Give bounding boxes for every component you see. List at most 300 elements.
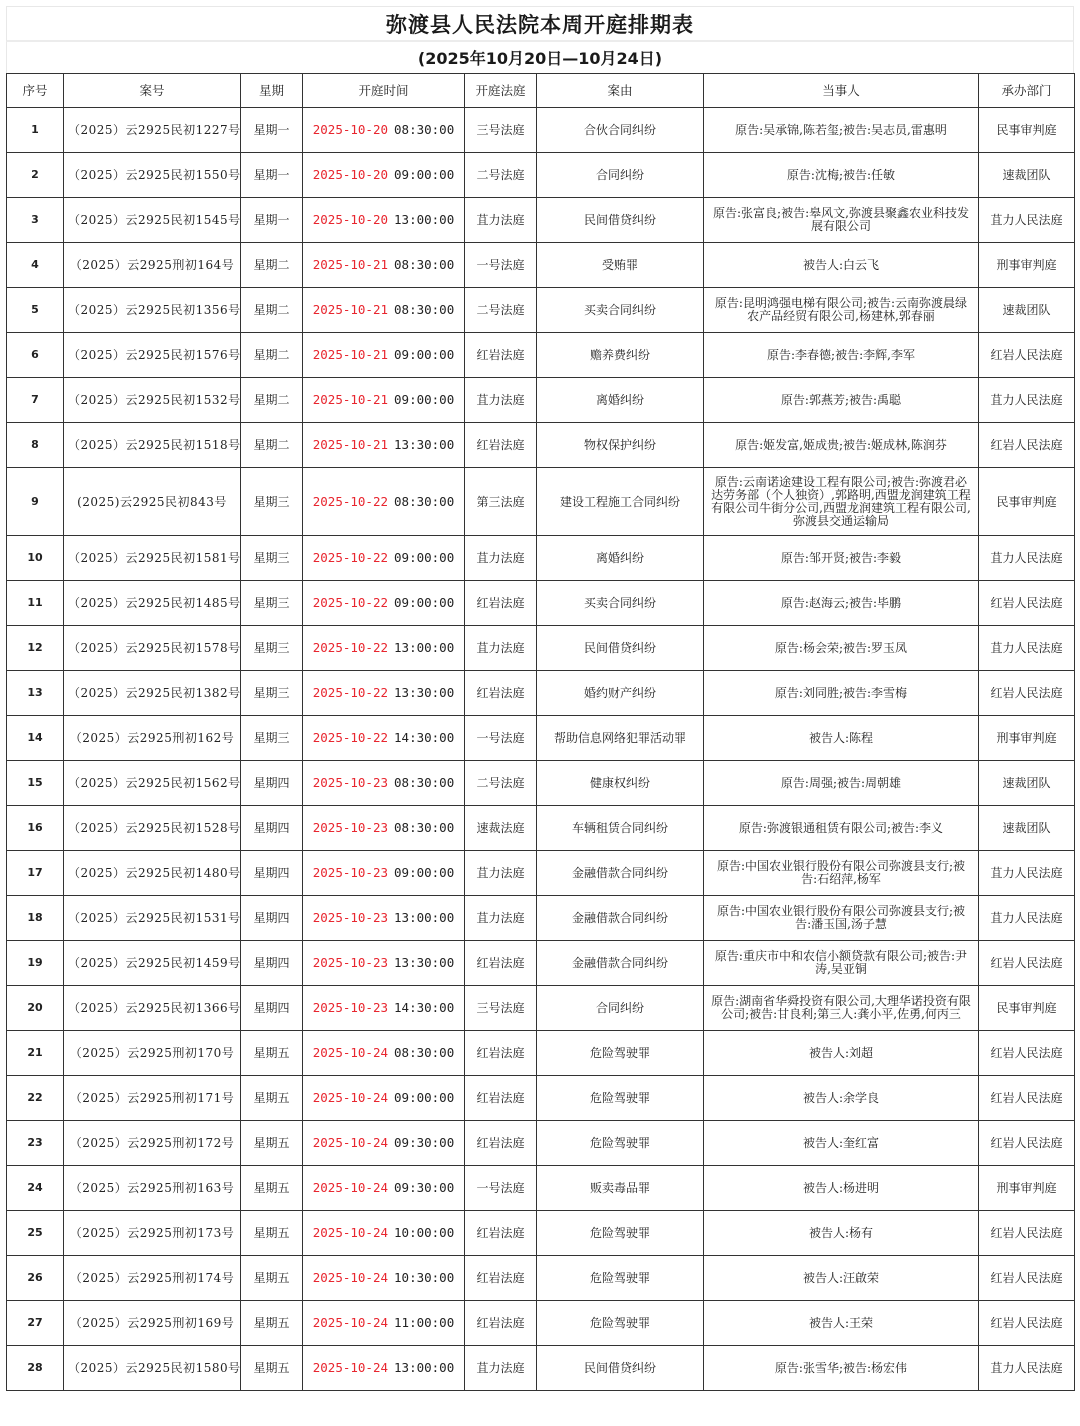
courtroom-cell: 三号法庭 bbox=[465, 108, 537, 153]
case-number-cell: （2025）云2925刑初174号 bbox=[64, 1256, 241, 1301]
case-cause-cell: 受贿罪 bbox=[537, 243, 704, 288]
hearing-date: 2025-10-23 bbox=[312, 910, 389, 925]
hearing-clock-time: 09:30:00 bbox=[394, 1135, 455, 1150]
hearing-date: 2025-10-20 bbox=[312, 122, 389, 137]
title-row bbox=[6, 6, 1074, 42]
courtroom-cell: 红岩法庭 bbox=[465, 671, 537, 716]
case-number-cell: （2025）云2925民初1532号 bbox=[64, 378, 241, 423]
hearing-time-cell bbox=[303, 761, 465, 806]
courtroom-cell: 苴力法庭 bbox=[465, 1346, 537, 1391]
department-cell: 速裁团队 bbox=[979, 761, 1075, 806]
case-cause-cell: 帮助信息网络犯罪活动罪 bbox=[537, 716, 704, 761]
table-row bbox=[7, 1256, 1075, 1301]
table-row bbox=[7, 108, 1075, 153]
parties-cell: 被告人:杨进明 bbox=[704, 1166, 979, 1211]
hearing-clock-time: 13:30:00 bbox=[394, 437, 455, 452]
weekday-cell: 星期二 bbox=[241, 333, 303, 378]
hearing-time-cell bbox=[303, 1256, 465, 1301]
hearing-date: 2025-10-23 bbox=[312, 955, 389, 970]
hearing-date: 2025-10-22 bbox=[312, 640, 389, 655]
hearing-clock-time: 09:00:00 bbox=[394, 550, 455, 565]
hearing-date: 2025-10-24 bbox=[312, 1090, 389, 1105]
courtroom-cell: 红岩法庭 bbox=[465, 1121, 537, 1166]
parties-cell: 原告:中国农业银行股份有限公司弥渡县支行;被告:石绍萍,杨军 bbox=[704, 851, 979, 896]
case-number-cell: （2025）云2925民初1580号 bbox=[64, 1346, 241, 1391]
parties-cell: 被告人:白云飞 bbox=[704, 243, 979, 288]
row-seq-cell: 4 bbox=[7, 243, 64, 288]
hearing-time-cell bbox=[303, 851, 465, 896]
hearing-time-cell bbox=[303, 243, 465, 288]
case-cause-cell: 健康权纠纷 bbox=[537, 761, 704, 806]
hearing-date: 2025-10-24 bbox=[312, 1180, 389, 1195]
parties-cell: 原告:李春德;被告:李辉,李军 bbox=[704, 333, 979, 378]
department-cell: 红岩人民法庭 bbox=[979, 581, 1075, 626]
table-row bbox=[7, 1346, 1075, 1391]
case-number-cell: （2025）云2925民初1531号 bbox=[64, 896, 241, 941]
table-row bbox=[7, 378, 1075, 423]
department-cell: 红岩人民法庭 bbox=[979, 671, 1075, 716]
hearing-date: 2025-10-21 bbox=[312, 437, 389, 452]
courtroom-cell: 苴力法庭 bbox=[465, 378, 537, 423]
case-cause-cell: 车辆租赁合同纠纷 bbox=[537, 806, 704, 851]
schedule-sheet bbox=[6, 6, 1074, 1391]
parties-cell: 被告人:奎红富 bbox=[704, 1121, 979, 1166]
courtroom-cell: 二号法庭 bbox=[465, 761, 537, 806]
hearing-time-cell bbox=[303, 626, 465, 671]
parties-cell: 原告:中国农业银行股份有限公司弥渡县支行;被告:潘玉国,汤子慧 bbox=[704, 896, 979, 941]
parties-cell: 原告:弥渡银通租赁有限公司;被告:李义 bbox=[704, 806, 979, 851]
hearing-clock-time: 09:00:00 bbox=[394, 392, 455, 407]
hearing-clock-time: 14:30:00 bbox=[394, 730, 455, 745]
hearing-time-cell bbox=[303, 1301, 465, 1346]
weekday-cell: 星期五 bbox=[241, 1166, 303, 1211]
case-number-cell: （2025）云2925刑初171号 bbox=[64, 1076, 241, 1121]
courtroom-cell: 红岩法庭 bbox=[465, 1256, 537, 1301]
parties-cell: 被告人:王荣 bbox=[704, 1301, 979, 1346]
row-seq-cell: 16 bbox=[7, 806, 64, 851]
case-cause-cell: 物权保护纠纷 bbox=[537, 423, 704, 468]
row-seq-cell: 28 bbox=[7, 1346, 64, 1391]
case-number-cell: （2025）云2925刑初172号 bbox=[64, 1121, 241, 1166]
case-cause-cell: 离婚纠纷 bbox=[537, 378, 704, 423]
case-number-cell: （2025）云2925刑初163号 bbox=[64, 1166, 241, 1211]
parties-cell: 原告:重庆市中和农信小额贷款有限公司;被告:尹涛,吴亚铜 bbox=[704, 941, 979, 986]
department-cell: 速裁团队 bbox=[979, 806, 1075, 851]
weekday-cell: 星期四 bbox=[241, 851, 303, 896]
header-department: 承办部门 bbox=[979, 74, 1075, 108]
parties-cell: 原告:云南诺途建设工程有限公司;被告:弥渡君必达劳务部（个人独资）,郭路明,西盟龙润建筑工程有限公司牛街分公司,西盟龙润建筑工程有限公司,弥渡县交通运输局 bbox=[704, 468, 979, 536]
department-cell: 苴力人民法庭 bbox=[979, 198, 1075, 243]
table-row bbox=[7, 1076, 1075, 1121]
courtroom-cell: 红岩法庭 bbox=[465, 1211, 537, 1256]
case-number-cell: （2025）云2925民初1366号 bbox=[64, 986, 241, 1031]
hearing-clock-time: 08:30:00 bbox=[394, 1045, 455, 1060]
header-cause: 案由 bbox=[537, 74, 704, 108]
hearing-date: 2025-10-22 bbox=[312, 730, 389, 745]
hearing-date: 2025-10-23 bbox=[312, 1000, 389, 1015]
hearing-clock-time: 13:00:00 bbox=[394, 910, 455, 925]
department-cell: 红岩人民法庭 bbox=[979, 941, 1075, 986]
courtroom-cell: 红岩法庭 bbox=[465, 423, 537, 468]
row-seq-cell: 26 bbox=[7, 1256, 64, 1301]
case-number-cell: （2025）云2925民初1485号 bbox=[64, 581, 241, 626]
hearing-date: 2025-10-23 bbox=[312, 820, 389, 835]
table-row bbox=[7, 423, 1075, 468]
header-seq: 序号 bbox=[7, 74, 64, 108]
case-cause-cell: 民间借贷纠纷 bbox=[537, 1346, 704, 1391]
hearing-clock-time: 08:30:00 bbox=[394, 257, 455, 272]
hearing-date: 2025-10-22 bbox=[312, 493, 389, 509]
parties-cell: 原告:刘同胜;被告:李雪梅 bbox=[704, 671, 979, 716]
weekday-cell: 星期一 bbox=[241, 108, 303, 153]
hearing-time-cell bbox=[303, 468, 465, 536]
courtroom-cell: 苴力法庭 bbox=[465, 198, 537, 243]
courtroom-cell: 红岩法庭 bbox=[465, 1301, 537, 1346]
table-header-row bbox=[7, 74, 1075, 108]
case-number-cell: （2025）云2925民初1550号 bbox=[64, 153, 241, 198]
row-seq-cell: 21 bbox=[7, 1031, 64, 1076]
hearing-time-cell bbox=[303, 581, 465, 626]
parties-cell: 原告:杨会荣;被告:罗玉凤 bbox=[704, 626, 979, 671]
case-number-cell: （2025）云2925民初1576号 bbox=[64, 333, 241, 378]
parties-cell: 被告人:杨有 bbox=[704, 1211, 979, 1256]
courtroom-cell: 苴力法庭 bbox=[465, 536, 537, 581]
department-cell: 红岩人民法庭 bbox=[979, 1211, 1075, 1256]
hearing-clock-time: 09:00:00 bbox=[394, 1090, 455, 1105]
courtroom-cell: 红岩法庭 bbox=[465, 333, 537, 378]
weekday-cell: 星期五 bbox=[241, 1211, 303, 1256]
department-cell: 红岩人民法庭 bbox=[979, 1076, 1075, 1121]
table-row bbox=[7, 626, 1075, 671]
weekday-cell: 星期三 bbox=[241, 536, 303, 581]
table-row bbox=[7, 1166, 1075, 1211]
case-cause-cell: 合同纠纷 bbox=[537, 986, 704, 1031]
hearing-time-cell bbox=[303, 1031, 465, 1076]
case-cause-cell: 危险驾驶罪 bbox=[537, 1301, 704, 1346]
case-number-cell: （2025）云2925民初1227号 bbox=[64, 108, 241, 153]
courtroom-cell: 二号法庭 bbox=[465, 288, 537, 333]
hearing-clock-time: 14:30:00 bbox=[394, 1000, 455, 1015]
hearing-clock-time: 10:30:00 bbox=[394, 1270, 455, 1285]
hearing-clock-time: 08:30:00 bbox=[394, 302, 455, 317]
weekday-cell: 星期二 bbox=[241, 243, 303, 288]
table-row bbox=[7, 243, 1075, 288]
row-seq-cell: 23 bbox=[7, 1121, 64, 1166]
case-number-cell: （2025）云2925民初1562号 bbox=[64, 761, 241, 806]
courtroom-cell: 红岩法庭 bbox=[465, 1031, 537, 1076]
row-seq-cell: 17 bbox=[7, 851, 64, 896]
row-seq-cell: 13 bbox=[7, 671, 64, 716]
weekday-cell: 星期五 bbox=[241, 1076, 303, 1121]
table-row bbox=[7, 288, 1075, 333]
hearing-date: 2025-10-23 bbox=[312, 865, 389, 880]
table-row bbox=[7, 1121, 1075, 1166]
weekday-cell: 星期三 bbox=[241, 716, 303, 761]
hearing-clock-time: 08:30:00 bbox=[394, 775, 455, 790]
row-seq-cell: 11 bbox=[7, 581, 64, 626]
row-seq-cell: 3 bbox=[7, 198, 64, 243]
hearing-date: 2025-10-24 bbox=[312, 1315, 389, 1330]
hearing-clock-time: 08:30:00 bbox=[394, 820, 455, 835]
table-row bbox=[7, 536, 1075, 581]
case-cause-cell: 民间借贷纠纷 bbox=[537, 626, 704, 671]
courtroom-cell: 一号法庭 bbox=[465, 243, 537, 288]
department-cell: 苴力人民法庭 bbox=[979, 851, 1075, 896]
parties-cell: 被告人:陈程 bbox=[704, 716, 979, 761]
case-cause-cell: 贩卖毒品罪 bbox=[537, 1166, 704, 1211]
case-number-cell: （2025）云2925刑初164号 bbox=[64, 243, 241, 288]
case-cause-cell: 危险驾驶罪 bbox=[537, 1256, 704, 1301]
case-number-cell: （2025）云2925民初1382号 bbox=[64, 671, 241, 716]
hearing-clock-time: 10:00:00 bbox=[394, 1225, 455, 1240]
parties-cell: 被告人:刘超 bbox=[704, 1031, 979, 1076]
row-seq-cell: 8 bbox=[7, 423, 64, 468]
row-seq-cell: 9 bbox=[7, 468, 64, 536]
parties-cell: 原告:姬发富,姬成贵;被告:姬成林,陈润芬 bbox=[704, 423, 979, 468]
case-cause-cell: 危险驾驶罪 bbox=[537, 1211, 704, 1256]
hearing-date: 2025-10-21 bbox=[312, 347, 389, 362]
parties-cell: 原告:张富良;被告:皋风文,弥渡县聚鑫农业科技发展有限公司 bbox=[704, 198, 979, 243]
hearing-date: 2025-10-22 bbox=[312, 685, 389, 700]
hearing-date: 2025-10-24 bbox=[312, 1045, 389, 1060]
hearing-clock-time: 09:00:00 bbox=[394, 347, 455, 362]
row-seq-cell: 6 bbox=[7, 333, 64, 378]
courtroom-cell: 苴力法庭 bbox=[465, 896, 537, 941]
courtroom-cell: 红岩法庭 bbox=[465, 1076, 537, 1121]
row-seq-cell: 19 bbox=[7, 941, 64, 986]
date-range-subtitle: (2025年10月20日—10月24日) bbox=[417, 49, 663, 68]
hearing-time-cell bbox=[303, 536, 465, 581]
hearing-clock-time: 11:00:00 bbox=[394, 1315, 455, 1330]
case-number-cell: （2025）云2925刑初173号 bbox=[64, 1211, 241, 1256]
weekday-cell: 星期五 bbox=[241, 1031, 303, 1076]
hearing-time-cell bbox=[303, 288, 465, 333]
row-seq-cell: 22 bbox=[7, 1076, 64, 1121]
row-seq-cell: 25 bbox=[7, 1211, 64, 1256]
case-number-cell: （2025）云2925民初1356号 bbox=[64, 288, 241, 333]
row-seq-cell: 14 bbox=[7, 716, 64, 761]
case-number-cell: （2025）云2925民初1528号 bbox=[64, 806, 241, 851]
row-seq-cell: 12 bbox=[7, 626, 64, 671]
parties-cell: 被告人:汪啟荣 bbox=[704, 1256, 979, 1301]
hearing-time-cell bbox=[303, 896, 465, 941]
hearing-time-cell bbox=[303, 1121, 465, 1166]
table-row bbox=[7, 1301, 1075, 1346]
parties-cell: 原告:邹开贤;被告:李毅 bbox=[704, 536, 979, 581]
courtroom-cell: 苴力法庭 bbox=[465, 851, 537, 896]
weekday-cell: 星期五 bbox=[241, 1256, 303, 1301]
courtroom-cell: 速裁法庭 bbox=[465, 806, 537, 851]
weekday-cell: 星期三 bbox=[241, 581, 303, 626]
department-cell: 民事审判庭 bbox=[979, 108, 1075, 153]
courtroom-cell: 红岩法庭 bbox=[465, 941, 537, 986]
courtroom-cell: 三号法庭 bbox=[465, 986, 537, 1031]
department-cell: 刑事审判庭 bbox=[979, 716, 1075, 761]
case-cause-cell: 金融借款合同纠纷 bbox=[537, 941, 704, 986]
hearing-clock-time: 13:00:00 bbox=[394, 640, 455, 655]
weekday-cell: 星期二 bbox=[241, 288, 303, 333]
case-number-cell: (2025)云2925民初843号 bbox=[64, 468, 241, 536]
case-cause-cell: 合伙合同纠纷 bbox=[537, 108, 704, 153]
hearing-time-cell bbox=[303, 671, 465, 716]
weekday-cell: 星期五 bbox=[241, 1121, 303, 1166]
hearing-clock-time: 13:30:00 bbox=[394, 955, 455, 970]
weekday-cell: 星期二 bbox=[241, 378, 303, 423]
department-cell: 红岩人民法庭 bbox=[979, 1031, 1075, 1076]
weekday-cell: 星期四 bbox=[241, 941, 303, 986]
parties-cell: 原告:吴承锦,陈若玺;被告:吴志员,雷惠明 bbox=[704, 108, 979, 153]
case-number-cell: （2025）云2925民初1480号 bbox=[64, 851, 241, 896]
department-cell: 速裁团队 bbox=[979, 288, 1075, 333]
hearing-time-cell bbox=[303, 806, 465, 851]
table-row bbox=[7, 806, 1075, 851]
case-cause-cell: 赡养费纠纷 bbox=[537, 333, 704, 378]
hearing-date: 2025-10-24 bbox=[312, 1360, 389, 1375]
weekday-cell: 星期五 bbox=[241, 1346, 303, 1391]
hearing-clock-time: 09:00:00 bbox=[394, 865, 455, 880]
case-cause-cell: 危险驾驶罪 bbox=[537, 1031, 704, 1076]
weekday-cell: 星期四 bbox=[241, 761, 303, 806]
hearing-clock-time: 08:30:00 bbox=[394, 122, 455, 137]
hearing-time-cell bbox=[303, 333, 465, 378]
hearing-date: 2025-10-24 bbox=[312, 1135, 389, 1150]
case-cause-cell: 危险驾驶罪 bbox=[537, 1076, 704, 1121]
table-row bbox=[7, 1211, 1075, 1256]
case-cause-cell: 买卖合同纠纷 bbox=[537, 288, 704, 333]
table-row bbox=[7, 761, 1075, 806]
header-courtroom: 开庭法庭 bbox=[465, 74, 537, 108]
parties-cell: 原告:昆明鸿强电梯有限公司;被告:云南弥渡晨绿农产品经贸有限公司,杨建林,郭春丽 bbox=[704, 288, 979, 333]
header-hearing-time: 开庭时间 bbox=[303, 74, 465, 108]
department-cell: 苴力人民法庭 bbox=[979, 1346, 1075, 1391]
parties-cell: 被告人:余学良 bbox=[704, 1076, 979, 1121]
department-cell: 民事审判庭 bbox=[979, 986, 1075, 1031]
case-number-cell: （2025）云2925刑初170号 bbox=[64, 1031, 241, 1076]
hearing-date: 2025-10-22 bbox=[312, 595, 389, 610]
courtroom-cell: 红岩法庭 bbox=[465, 581, 537, 626]
row-seq-cell: 20 bbox=[7, 986, 64, 1031]
parties-cell: 原告:周强;被告:周朝雄 bbox=[704, 761, 979, 806]
row-seq-cell: 7 bbox=[7, 378, 64, 423]
hearing-time-cell bbox=[303, 108, 465, 153]
courtroom-cell: 二号法庭 bbox=[465, 153, 537, 198]
hearing-date: 2025-10-24 bbox=[312, 1225, 389, 1240]
department-cell: 刑事审判庭 bbox=[979, 1166, 1075, 1211]
table-row bbox=[7, 941, 1075, 986]
case-number-cell: （2025）云2925民初1581号 bbox=[64, 536, 241, 581]
table-row bbox=[7, 716, 1075, 761]
table-row bbox=[7, 851, 1075, 896]
hearing-time-cell bbox=[303, 1166, 465, 1211]
hearing-clock-time: 13:30:00 bbox=[394, 685, 455, 700]
hearing-time-cell bbox=[303, 1211, 465, 1256]
case-cause-cell: 买卖合同纠纷 bbox=[537, 581, 704, 626]
hearing-time-cell bbox=[303, 986, 465, 1031]
courtroom-cell: 一号法庭 bbox=[465, 1166, 537, 1211]
hearing-time-cell bbox=[303, 1346, 465, 1391]
courtroom-cell: 苴力法庭 bbox=[465, 626, 537, 671]
case-number-cell: （2025）云2925民初1545号 bbox=[64, 198, 241, 243]
hearing-time-cell bbox=[303, 716, 465, 761]
row-seq-cell: 27 bbox=[7, 1301, 64, 1346]
department-cell: 红岩人民法庭 bbox=[979, 333, 1075, 378]
department-cell: 红岩人民法庭 bbox=[979, 423, 1075, 468]
department-cell: 苴力人民法庭 bbox=[979, 896, 1075, 941]
row-seq-cell: 15 bbox=[7, 761, 64, 806]
case-cause-cell: 建设工程施工合同纠纷 bbox=[537, 468, 704, 536]
case-cause-cell: 危险驾驶罪 bbox=[537, 1121, 704, 1166]
row-seq-cell: 10 bbox=[7, 536, 64, 581]
weekday-cell: 星期四 bbox=[241, 896, 303, 941]
hearing-schedule-table bbox=[6, 73, 1075, 1391]
hearing-time-cell bbox=[303, 941, 465, 986]
table-row bbox=[7, 153, 1075, 198]
weekday-cell: 星期一 bbox=[241, 153, 303, 198]
case-cause-cell: 民间借贷纠纷 bbox=[537, 198, 704, 243]
weekday-cell: 星期四 bbox=[241, 806, 303, 851]
hearing-clock-time: 13:00:00 bbox=[394, 212, 455, 227]
header-weekday: 星期 bbox=[241, 74, 303, 108]
hearing-time-cell bbox=[303, 378, 465, 423]
table-row bbox=[7, 986, 1075, 1031]
case-cause-cell: 金融借款合同纠纷 bbox=[537, 851, 704, 896]
table-row bbox=[7, 468, 1075, 536]
weekday-cell: 星期三 bbox=[241, 671, 303, 716]
hearing-date: 2025-10-23 bbox=[312, 775, 389, 790]
department-cell: 苴力人民法庭 bbox=[979, 626, 1075, 671]
row-seq-cell: 1 bbox=[7, 108, 64, 153]
subtitle-row bbox=[6, 42, 1074, 73]
case-number-cell: （2025）云2925民初1518号 bbox=[64, 423, 241, 468]
weekday-cell: 星期二 bbox=[241, 423, 303, 468]
case-number-cell: （2025）云2925民初1578号 bbox=[64, 626, 241, 671]
case-cause-cell: 离婚纠纷 bbox=[537, 536, 704, 581]
parties-cell: 原告:郭燕芳;被告:禹聪 bbox=[704, 378, 979, 423]
header-parties: 当事人 bbox=[704, 74, 979, 108]
row-seq-cell: 18 bbox=[7, 896, 64, 941]
table-row bbox=[7, 581, 1075, 626]
department-cell: 速裁团队 bbox=[979, 153, 1075, 198]
table-row bbox=[7, 198, 1075, 243]
weekday-cell: 星期四 bbox=[241, 986, 303, 1031]
hearing-clock-time: 09:00:00 bbox=[394, 595, 455, 610]
hearing-date: 2025-10-20 bbox=[312, 167, 389, 182]
page-title: 弥渡县人民法院本周开庭排期表 bbox=[386, 12, 694, 37]
hearing-clock-time: 13:00:00 bbox=[394, 1360, 455, 1375]
hearing-date: 2025-10-22 bbox=[312, 550, 389, 565]
hearing-date: 2025-10-24 bbox=[312, 1270, 389, 1285]
parties-cell: 原告:沈梅;被告:任敏 bbox=[704, 153, 979, 198]
hearing-time-cell bbox=[303, 153, 465, 198]
department-cell: 红岩人民法庭 bbox=[979, 1256, 1075, 1301]
hearing-date: 2025-10-21 bbox=[312, 392, 389, 407]
row-seq-cell: 5 bbox=[7, 288, 64, 333]
case-number-cell: （2025）云2925刑初169号 bbox=[64, 1301, 241, 1346]
parties-cell: 原告:赵海云;被告:毕鹏 bbox=[704, 581, 979, 626]
department-cell: 红岩人民法庭 bbox=[979, 1121, 1075, 1166]
case-cause-cell: 婚约财产纠纷 bbox=[537, 671, 704, 716]
department-cell: 刑事审判庭 bbox=[979, 243, 1075, 288]
table-body bbox=[7, 108, 1075, 1391]
weekday-cell: 星期一 bbox=[241, 198, 303, 243]
hearing-date: 2025-10-21 bbox=[312, 302, 389, 317]
table-row bbox=[7, 1031, 1075, 1076]
table-row bbox=[7, 671, 1075, 716]
case-number-cell: （2025）云2925刑初162号 bbox=[64, 716, 241, 761]
courtroom-cell: 一号法庭 bbox=[465, 716, 537, 761]
hearing-time-cell bbox=[303, 198, 465, 243]
hearing-clock-time: 08:30:00 bbox=[394, 493, 455, 509]
